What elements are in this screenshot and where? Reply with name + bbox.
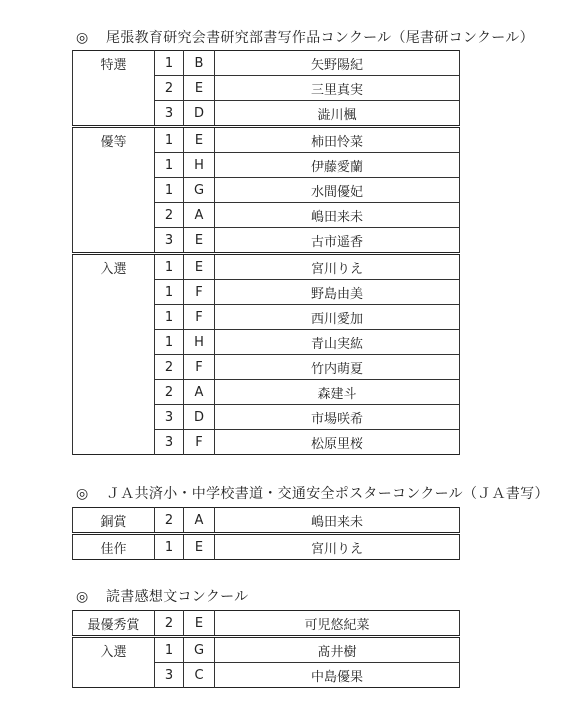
grade-cell: 2 bbox=[155, 203, 184, 228]
grade-cell: 1 bbox=[155, 534, 184, 560]
table-row bbox=[73, 430, 460, 455]
award-cell bbox=[73, 305, 155, 330]
grade-cell: 3 bbox=[155, 663, 184, 688]
grade-cell: 3 bbox=[155, 101, 184, 127]
table-row bbox=[73, 534, 460, 560]
class-cell: D bbox=[184, 101, 215, 127]
grade-cell: 1 bbox=[155, 305, 184, 330]
name-cell: 森建斗 bbox=[215, 380, 460, 405]
name-cell: 宮川りえ bbox=[215, 254, 460, 280]
class-cell: H bbox=[184, 330, 215, 355]
award-cell: 優等 bbox=[73, 127, 155, 153]
award-cell: 入選 bbox=[73, 254, 155, 280]
table-row bbox=[73, 280, 460, 305]
double-circle-icon: ◎ bbox=[76, 30, 89, 46]
class-cell: B bbox=[184, 51, 215, 76]
class-cell: A bbox=[184, 508, 215, 534]
grade-cell: 3 bbox=[155, 405, 184, 430]
table-row bbox=[73, 508, 460, 534]
name-cell: 市場咲希 bbox=[215, 405, 460, 430]
award-cell: 佳作 bbox=[73, 534, 155, 560]
name-cell: 澁川楓 bbox=[215, 101, 460, 127]
table-row bbox=[73, 228, 460, 254]
name-cell: 可児悠紀菜 bbox=[215, 611, 460, 637]
table-row bbox=[73, 254, 460, 280]
name-cell: 矢野陽紀 bbox=[215, 51, 460, 76]
table-row bbox=[73, 178, 460, 203]
class-cell: E bbox=[184, 127, 215, 153]
table-row bbox=[73, 51, 460, 76]
class-cell: G bbox=[184, 178, 215, 203]
class-cell: F bbox=[184, 280, 215, 305]
grade-cell: 1 bbox=[155, 637, 184, 663]
class-cell: E bbox=[184, 611, 215, 637]
award-cell bbox=[73, 430, 155, 455]
grade-cell: 1 bbox=[155, 153, 184, 178]
class-cell: F bbox=[184, 355, 215, 380]
award-cell bbox=[73, 355, 155, 380]
name-cell: 伊藤愛蘭 bbox=[215, 153, 460, 178]
class-cell: D bbox=[184, 405, 215, 430]
grade-cell: 2 bbox=[155, 611, 184, 637]
table-row bbox=[73, 355, 460, 380]
table-row bbox=[73, 153, 460, 178]
double-circle-icon: ◎ bbox=[76, 486, 89, 502]
name-cell: 西川愛加 bbox=[215, 305, 460, 330]
award-cell: 最優秀賞 bbox=[73, 611, 155, 637]
class-cell: C bbox=[184, 663, 215, 688]
award-cell bbox=[73, 663, 155, 688]
grade-cell: 1 bbox=[155, 254, 184, 280]
grade-cell: 1 bbox=[155, 178, 184, 203]
grade-cell: 3 bbox=[155, 430, 184, 455]
award-cell bbox=[73, 101, 155, 127]
award-cell: 銅賞 bbox=[73, 508, 155, 534]
award-cell: 特選 bbox=[73, 51, 155, 76]
class-cell: E bbox=[184, 228, 215, 254]
awards-table bbox=[72, 50, 460, 455]
award-cell bbox=[73, 280, 155, 305]
table-row bbox=[73, 637, 460, 663]
grade-cell: 1 bbox=[155, 330, 184, 355]
section-title: ＪＡ共済小・中学校書道・交通安全ポスターコンクール（ＪＡ書写） bbox=[106, 486, 549, 502]
class-cell: E bbox=[184, 534, 215, 560]
name-cell: 野島由美 bbox=[215, 280, 460, 305]
class-cell: A bbox=[184, 380, 215, 405]
class-cell: E bbox=[184, 76, 215, 101]
table-row bbox=[73, 380, 460, 405]
table-row bbox=[73, 305, 460, 330]
name-cell: 青山実紘 bbox=[215, 330, 460, 355]
name-cell: 嶋田来未 bbox=[215, 203, 460, 228]
section-title: 尾張教育研究会書研究部書写作品コンクール（尾書研コンクール） bbox=[106, 30, 534, 46]
name-cell: 中島優果 bbox=[215, 663, 460, 688]
award-cell bbox=[73, 330, 155, 355]
section-heading bbox=[76, 29, 534, 47]
name-cell: 古市遥香 bbox=[215, 228, 460, 254]
award-cell bbox=[73, 380, 155, 405]
class-cell: H bbox=[184, 153, 215, 178]
grade-cell: 1 bbox=[155, 127, 184, 153]
name-cell: 宮川りえ bbox=[215, 534, 460, 560]
name-cell: 柿田怜菜 bbox=[215, 127, 460, 153]
table-row bbox=[73, 203, 460, 228]
award-cell: 入選 bbox=[73, 637, 155, 663]
table-row bbox=[73, 330, 460, 355]
grade-cell: 3 bbox=[155, 228, 184, 254]
table-row bbox=[73, 663, 460, 688]
table-row bbox=[73, 611, 460, 637]
award-cell bbox=[73, 228, 155, 254]
grade-cell: 2 bbox=[155, 76, 184, 101]
class-cell: A bbox=[184, 203, 215, 228]
name-cell: 嶋田来未 bbox=[215, 508, 460, 534]
name-cell: 髙井樹 bbox=[215, 637, 460, 663]
award-cell bbox=[73, 178, 155, 203]
name-cell: 三里真実 bbox=[215, 76, 460, 101]
table-row bbox=[73, 101, 460, 127]
grade-cell: 2 bbox=[155, 355, 184, 380]
grade-cell: 1 bbox=[155, 280, 184, 305]
award-cell bbox=[73, 405, 155, 430]
grade-cell: 1 bbox=[155, 51, 184, 76]
award-cell bbox=[73, 203, 155, 228]
grade-cell: 2 bbox=[155, 508, 184, 534]
class-cell: F bbox=[184, 305, 215, 330]
name-cell: 竹内萌夏 bbox=[215, 355, 460, 380]
class-cell: F bbox=[184, 430, 215, 455]
table-row bbox=[73, 76, 460, 101]
name-cell: 水間優妃 bbox=[215, 178, 460, 203]
table-row bbox=[73, 405, 460, 430]
table-row bbox=[73, 127, 460, 153]
class-cell: G bbox=[184, 637, 215, 663]
section-heading bbox=[76, 588, 248, 606]
class-cell: E bbox=[184, 254, 215, 280]
awards-table bbox=[72, 610, 460, 688]
section-title: 読書感想文コンクール bbox=[106, 589, 249, 605]
award-cell bbox=[73, 76, 155, 101]
grade-cell: 2 bbox=[155, 380, 184, 405]
section-heading bbox=[76, 485, 549, 503]
double-circle-icon: ◎ bbox=[76, 589, 89, 605]
name-cell: 松原里桜 bbox=[215, 430, 460, 455]
awards-table bbox=[72, 507, 460, 560]
award-cell bbox=[73, 153, 155, 178]
